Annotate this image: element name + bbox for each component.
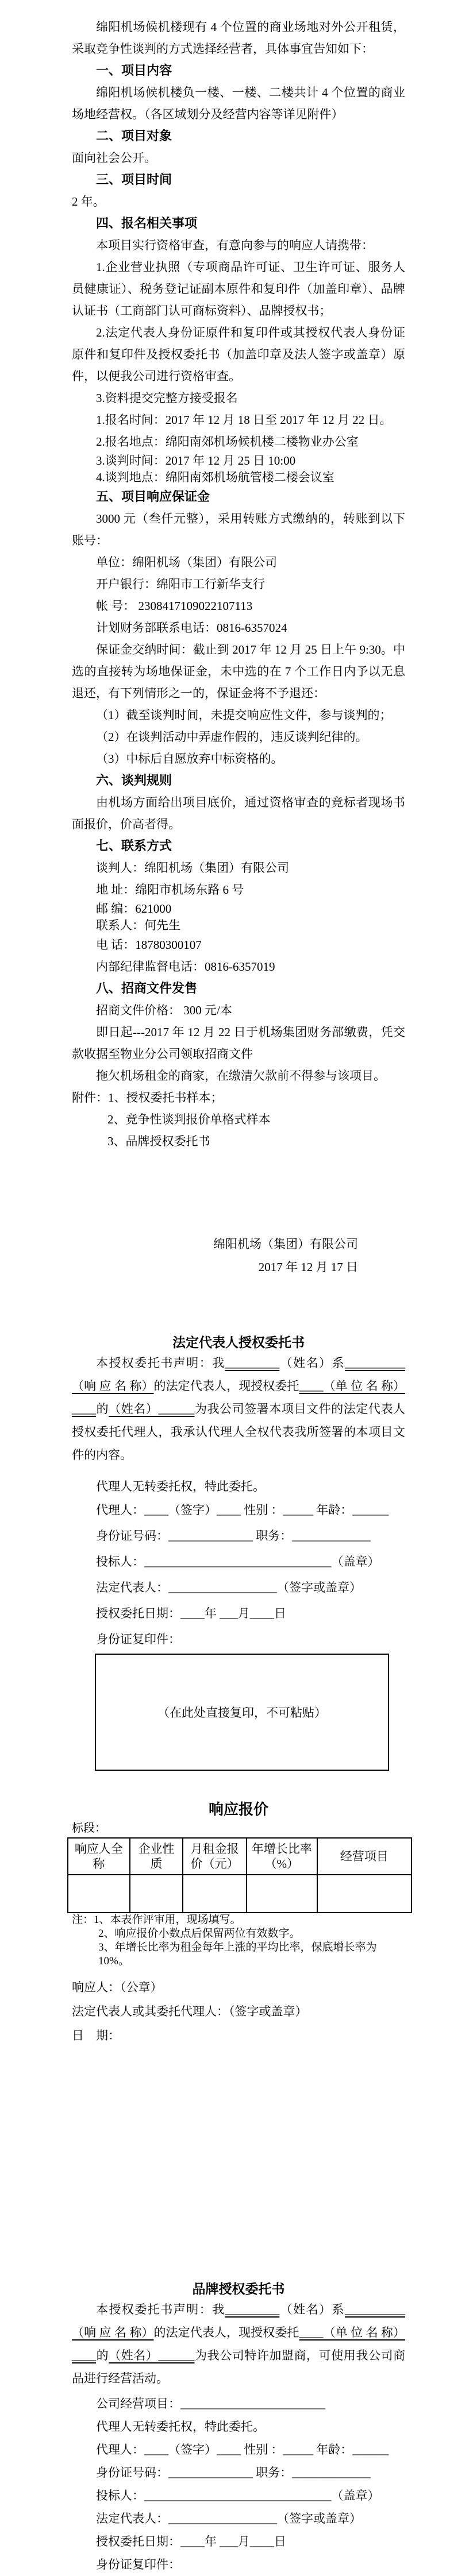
- quote-header-cell: 经营项目: [317, 1838, 412, 1875]
- bidder-line: 投标人：_______________________________（盖章）: [96, 1555, 380, 1569]
- decl-text: 的法定代表人，现授权委托: [153, 2326, 299, 2339]
- agent-line: 代理人：____（签字）____ 性别 ：_____ 年龄：______: [96, 2443, 389, 2457]
- legal-poa-declaration: [72, 1351, 405, 1466]
- section-heading-6: 六、谈判规则: [96, 773, 172, 787]
- quote-empty-cell: [183, 1875, 247, 1913]
- paragraph: 单位：绵阳机场（集团）有限公司: [96, 555, 277, 569]
- section-heading-5: 五、项目响应保证金: [96, 489, 210, 504]
- quote-section: [72, 1799, 405, 2044]
- quote-empty-cell: [247, 1875, 317, 1913]
- legal-rep-line: 法定代表人：__________________（签字或盖章）: [96, 2512, 362, 2525]
- section-heading-7: 七、联系方式: [96, 839, 172, 853]
- paragraph: 拖欠机场租金的商家，在缴清欠款前不得参与该项目。: [96, 1069, 386, 1083]
- section-heading-1: 一、项目内容: [96, 63, 172, 78]
- respondent-seal-line: 响应人：（公章）: [72, 1980, 163, 1994]
- paragraph: 计划财务部联系电话：0816-6357024: [96, 621, 287, 635]
- paragraph: 电 话：18780300107: [96, 938, 202, 952]
- decl-text: 本授权委托书声明：我: [96, 2303, 225, 2316]
- quote-empty-cell: [68, 1875, 130, 1913]
- quote-table: [67, 1837, 412, 1913]
- signature-company: 绵阳机场（集团）有限公司: [213, 1237, 358, 1251]
- note-line: 注：1、本表作评审用，现场填写。: [72, 1914, 241, 1926]
- unit-label: （单 位 名 称）: [323, 1379, 405, 1393]
- quote-header-cell: 企业性质: [130, 1838, 183, 1875]
- paragraph: 3.谈判时间：2017 年 12 月 25 日 10:00: [96, 454, 296, 468]
- section-heading-2: 二、项目对象: [96, 129, 172, 143]
- quote-header-row: [68, 1838, 412, 1875]
- attachment-line: 附件：1、授权委托书样本；: [72, 1091, 223, 1104]
- company-project-line: 公司经营项目：________________________: [96, 2397, 325, 2411]
- paragraph: （3）中标后自愿放弃中标资格的。: [96, 752, 283, 766]
- respondent-label: （响 应 名 称）: [72, 1379, 154, 1393]
- legal-rep-line: 法定代表人：__________________（签字或盖章）: [96, 1581, 362, 1594]
- decl-text: 的法定代表人，现授权委托: [153, 1379, 299, 1393]
- quote-header-cell: 月租金报价（元）: [183, 1838, 247, 1875]
- quote-title: 响应报价: [208, 1801, 268, 1818]
- legal-or-agent-line: 法定代表人或其委托代理人：（签字或盖章）: [72, 2005, 307, 2018]
- decl-text: 为我公司特许加盟商，可使用我公司商品进行经营活动。: [72, 2349, 406, 2385]
- paragraph: 由机场方面给出项目底价，通过资格审查的竞标者现场书面报价，价高者得。: [72, 795, 405, 831]
- signature-date: 2017 年 12 月 17 日: [258, 1260, 358, 1274]
- decl-text: 的: [96, 1402, 109, 1416]
- paragraph: 邮 编：621000: [96, 902, 172, 916]
- attachment-line: 3、品牌授权委托书: [107, 1134, 210, 1148]
- paragraph: （1）截至谈判时间，未提交响应性文件，参与谈判的；: [96, 708, 392, 722]
- blank-name: _________: [225, 2303, 280, 2316]
- section-heading-3: 三、项目时间: [96, 172, 172, 187]
- paragraph: 2.法定代表人身份证原件和复印件或其授权代表人身份证原件和复印件及授权委托书（加盖印章及法人签字或盖章）原件，以便我公司进行资格审查。: [72, 326, 405, 383]
- note-line: 3、年增长比率为租金每年上涨的平均比率，保底增长率为 10%。: [98, 1941, 377, 1967]
- paragraph: 1.报名时间：2017 年 12 月 18 日至 2017 年 12 月 22 日。: [96, 413, 392, 427]
- brand-poa-section: [72, 2280, 405, 2576]
- paragraph: 地 址：绵阳市机场东路 6 号: [96, 883, 244, 897]
- id-copy-label: 身份证复印件：: [96, 2558, 180, 2571]
- authorize-date-line: 授权委托日期：____年 ___月____日: [96, 2535, 286, 2548]
- paragraph: 帐 号： 2308417109022107113: [96, 599, 253, 613]
- id-copy-box: [95, 1654, 389, 1771]
- quote-empty-cell: [317, 1875, 412, 1913]
- blank-agent: ______: [158, 1402, 195, 1416]
- paragraph: 绵阳机场候机楼负一楼、一楼、二楼共计 4 个位置的商业场地经营权。（各区域划分及经营内容等详见附件）: [72, 86, 405, 121]
- blank-respondent: __________: [345, 1356, 405, 1370]
- quote-empty-cell: [130, 1875, 183, 1913]
- paragraph: 招商文件价格： 300 元/本: [96, 1003, 232, 1017]
- blank-unit2: ____: [72, 2349, 96, 2362]
- quote-empty-row: [68, 1875, 412, 1913]
- section-heading-8: 八、招商文件发售: [96, 981, 198, 995]
- paragraph: 开户银行：绵阳市工行新华支行: [96, 577, 265, 591]
- legal-poa-title: 法定代表人授权委托书: [172, 1335, 305, 1350]
- paragraph: 3.资料提交完整方接受报名: [96, 391, 238, 405]
- agent-name-label: （姓名）: [109, 2349, 159, 2362]
- commit-line: 代理人无转委托权，特此委托。: [96, 1480, 265, 1493]
- decl-text: 的: [96, 2349, 109, 2362]
- id-number-line: 身份证号码：______________ 职务：_____________: [96, 1529, 371, 1543]
- brand-poa-title: 品牌授权委托书: [192, 2281, 285, 2296]
- note-line: 2、响应报价小数点后保留两位有效数字。: [98, 1928, 301, 1940]
- respondent-label: （响 应 名 称）: [72, 2326, 154, 2339]
- commit-line: 代理人无转委托权，特此委托。: [96, 2420, 265, 2434]
- legal-poa-section: [72, 1333, 405, 1771]
- id-copy-box-hint: （在此处直接复印，不可粘贴）: [157, 1706, 326, 1720]
- paragraph: 保证金交纳时间：截止到 2017 年 12 月 25 日上午 9:30。中选的直接转为场地保证金，未中选的在 7 个工作日内予以无息退还，有下列情形之一的，保证金将不予退还：: [72, 643, 405, 700]
- paragraph: 面向社会公开。: [72, 151, 156, 165]
- paragraph: 2 年。: [72, 195, 105, 208]
- agent-line: 代理人：____（签字）____ 性别 ：_____ 年龄：______: [96, 1503, 389, 1517]
- paragraph: 联系人：何先生: [96, 918, 180, 932]
- paragraph: （2）在谈判活动中弄虚作假的，违反谈判纪律的。: [96, 730, 368, 744]
- id-number-line: 身份证号码：______________ 职务：_____________: [96, 2466, 371, 2480]
- paragraph: 1.企业营业执照（专项商品许可证、卫生许可证、服务人员健康证）、税务登记证副本原件和复印件（加盖印章）、品牌认证书（工商部门认可商标资料）、品牌授权书；: [72, 260, 405, 318]
- quote-header-cell: 年增长比率（%）: [247, 1838, 317, 1875]
- blank-unit: ____: [299, 1379, 324, 1393]
- decl-text: 本授权委托书声明：我: [96, 1356, 225, 1370]
- id-copy-label: 身份证复印件：: [96, 1632, 180, 1646]
- decl-text: 为我公司签署本项目文件的法定代表人授权委托代理人，我承认代理人全权代表我所签署的本项目文件的内容。: [72, 1402, 406, 1462]
- agent-name-label: （姓名）: [109, 1402, 159, 1416]
- decl-text: （姓名）系: [279, 2303, 345, 2316]
- decl-text: （姓名）系: [279, 1356, 345, 1370]
- quote-header-cell: 响应人全称: [68, 1838, 130, 1875]
- authorize-date-line: 授权委托日期：____年 ___月____日: [96, 1606, 286, 1620]
- blank-respondent: __________: [345, 2303, 405, 2316]
- bid-section-label: 标段：: [72, 1822, 106, 1835]
- brand-poa-declaration: [72, 2298, 405, 2390]
- paragraph: 3000 元（叁仟元整），采用转账方式缴纳的，转账到以下账号：: [72, 512, 405, 547]
- paragraph: 4.谈判地点：绵阳南郊机场航管楼二楼会议室: [96, 470, 334, 484]
- bidder-line: 投标人：_______________________________（盖章）: [96, 2489, 380, 2502]
- doc-intro: 绵阳机场候机楼现有 4 个位置的商业场地对外公开租赁，采取竞争性谈判的方式选择经营者，具体事宜告知如下：: [72, 20, 405, 56]
- paragraph: 即日起---2017 年 12 月 22 日于机场集团财务部缴费，凭交款收据至物业分公司领取招商文件: [72, 1025, 405, 1061]
- paragraph: 2.报名地点：绵阳南郊机场候机楼二楼物业办公室: [96, 435, 359, 449]
- quote-date-line: 日 期：: [72, 2029, 120, 2042]
- unit-label: （单 位 名 称）: [323, 2326, 405, 2339]
- paragraph: 内部纪律监督电话：0816-6357019: [96, 960, 275, 974]
- signature-block: [72, 1233, 405, 1279]
- blank-agent: ______: [158, 2349, 195, 2362]
- blank-name: _________: [225, 1356, 280, 1370]
- attachment-line: 2、竞争性谈判报价单格式样本: [107, 1113, 271, 1126]
- section-heading-4: 四、报名相关事项: [96, 216, 198, 230]
- blank-unit: ____: [299, 2326, 324, 2339]
- blank-unit2: ____: [72, 1402, 96, 1416]
- paragraph: 本项目实行资格审查，有意向参与的响应人请携带：: [96, 238, 374, 252]
- paragraph: 谈判人：绵阳机场（集团）有限公司: [96, 861, 289, 875]
